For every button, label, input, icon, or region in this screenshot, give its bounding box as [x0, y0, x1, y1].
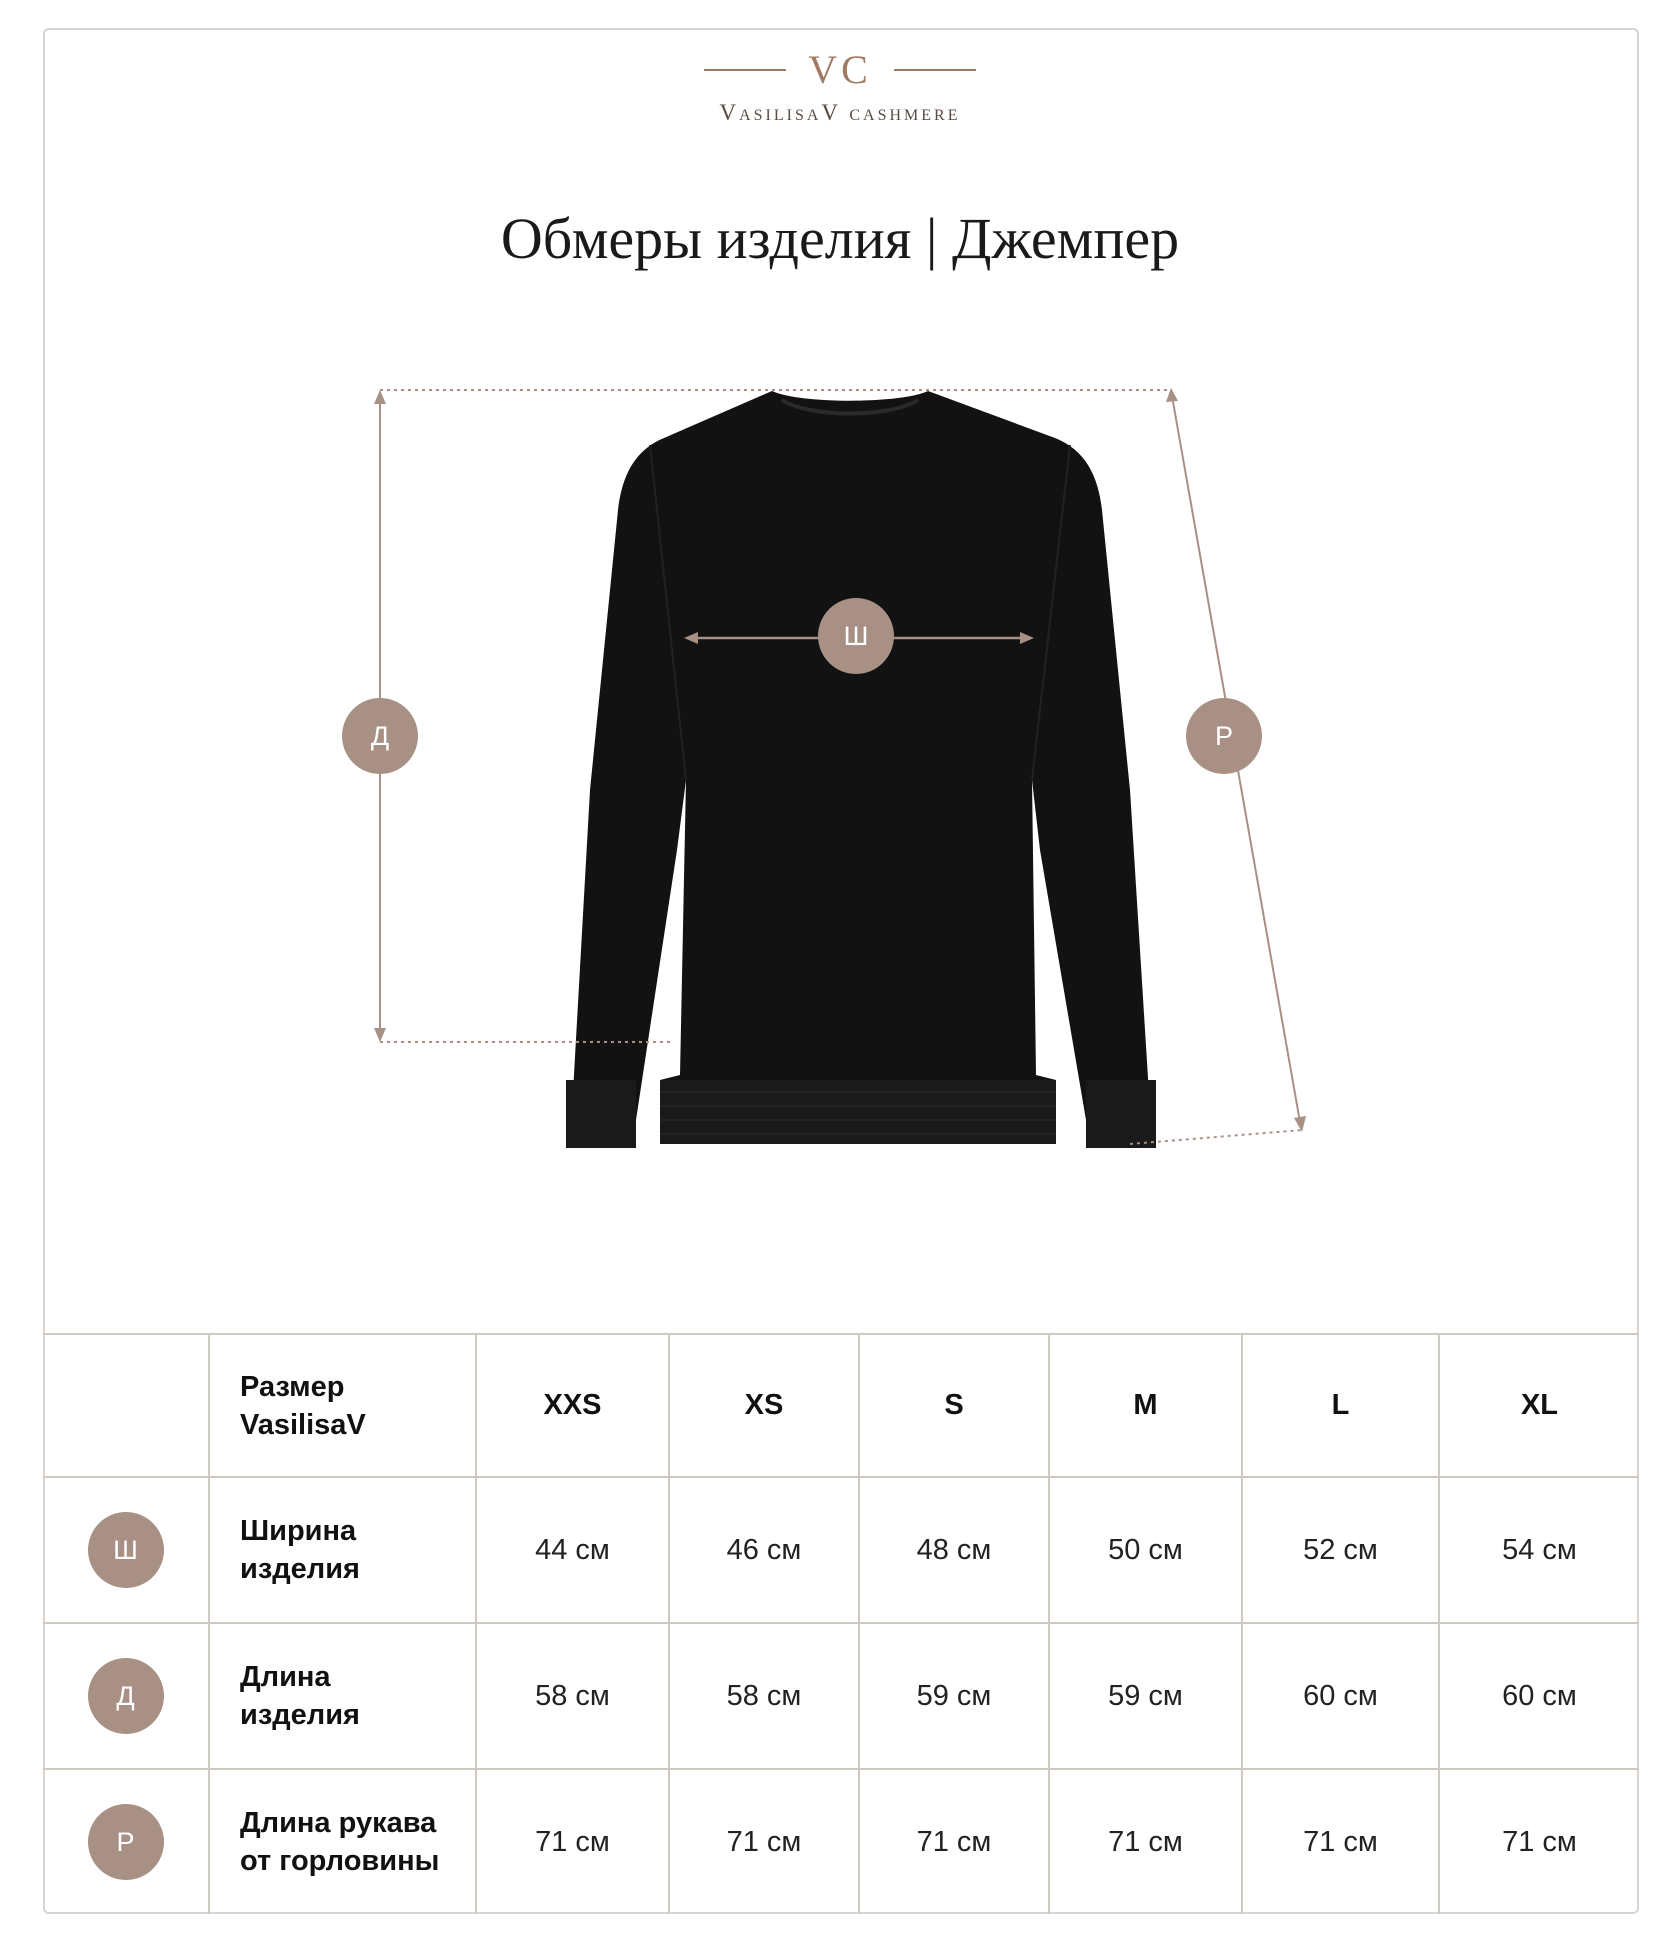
size-header: L — [1242, 1334, 1439, 1477]
row-label-line1: Длина — [240, 1661, 331, 1693]
sleeve-arrow-top — [1166, 388, 1178, 402]
logo-wordmark: VasilisaV cashmere — [719, 100, 961, 125]
row-badge-cell — [43, 1477, 209, 1623]
logo-mark — [0, 48, 1680, 92]
cuff-left — [566, 1080, 636, 1148]
measurement-diagram — [0, 360, 1680, 1180]
table-corner-cell — [43, 1334, 209, 1477]
garment-illustration — [0, 360, 1680, 1180]
length-badge: Д — [342, 698, 418, 774]
measure-cell: 46 см — [669, 1477, 859, 1623]
table-row-width — [43, 1477, 1639, 1623]
header-label-line2: VasilisaV — [240, 1408, 366, 1441]
size-table — [43, 1333, 1639, 1914]
sweater-shape — [566, 391, 1156, 1148]
logo-monogram: VC — [808, 47, 872, 92]
measure-cell: 50 см — [1049, 1477, 1242, 1623]
row-label-line2: изделия — [240, 1553, 360, 1585]
cuff-right — [1086, 1080, 1156, 1148]
measure-cell: 58 см — [476, 1623, 669, 1769]
measure-cell: 44 см — [476, 1477, 669, 1623]
row-label-line1: Ширина — [240, 1515, 357, 1547]
measure-cell: 54 см — [1439, 1477, 1639, 1623]
row-label — [209, 1769, 476, 1914]
measure-cell: 59 см — [1049, 1623, 1242, 1769]
size-header: XXS — [476, 1334, 669, 1477]
sleeve-badge: Р — [1186, 698, 1262, 774]
row-label — [209, 1477, 476, 1623]
table-row-sleeve — [43, 1769, 1639, 1914]
length-arrow-bottom — [374, 1028, 386, 1042]
brand-logo — [0, 48, 1680, 126]
measure-cell: 71 см — [669, 1769, 859, 1914]
header-label — [209, 1334, 476, 1477]
size-header: M — [1049, 1334, 1242, 1477]
row-label — [209, 1623, 476, 1769]
row-label-line2: от горловины — [240, 1845, 440, 1877]
row-badge-cell — [43, 1769, 209, 1914]
row-badge: Д — [88, 1658, 164, 1734]
measure-cell: 59 см — [859, 1623, 1049, 1769]
width-badge: Ш — [818, 598, 894, 674]
row-badge: Р — [88, 1804, 164, 1880]
row-label-line2: изделия — [240, 1699, 360, 1731]
logo-line-left — [704, 69, 786, 71]
row-badge-cell — [43, 1623, 209, 1769]
measure-cell: 52 см — [1242, 1477, 1439, 1623]
size-header: S — [859, 1334, 1049, 1477]
size-header: XL — [1439, 1334, 1639, 1477]
measure-cell: 58 см — [669, 1623, 859, 1769]
measure-cell: 48 см — [859, 1477, 1049, 1623]
row-label-line1: Длина рукава — [240, 1807, 437, 1839]
measure-cell: 71 см — [859, 1769, 1049, 1914]
table-header-row — [43, 1334, 1639, 1477]
size-header: XS — [669, 1334, 859, 1477]
measure-cell: 71 см — [476, 1769, 669, 1914]
measure-cell: 71 см — [1049, 1769, 1242, 1914]
logo-line-right — [894, 69, 976, 71]
measure-cell: 60 см — [1439, 1623, 1639, 1769]
measure-cell: 71 см — [1439, 1769, 1639, 1914]
page-title: Обмеры изделия | Джемпер — [500, 206, 1180, 271]
length-arrow-top — [374, 390, 386, 404]
measure-cell: 60 см — [1242, 1623, 1439, 1769]
table-row-length — [43, 1623, 1639, 1769]
measure-cell: 71 см — [1242, 1769, 1439, 1914]
header-label-line1: Размер — [240, 1370, 345, 1403]
row-badge: Ш — [88, 1512, 164, 1588]
